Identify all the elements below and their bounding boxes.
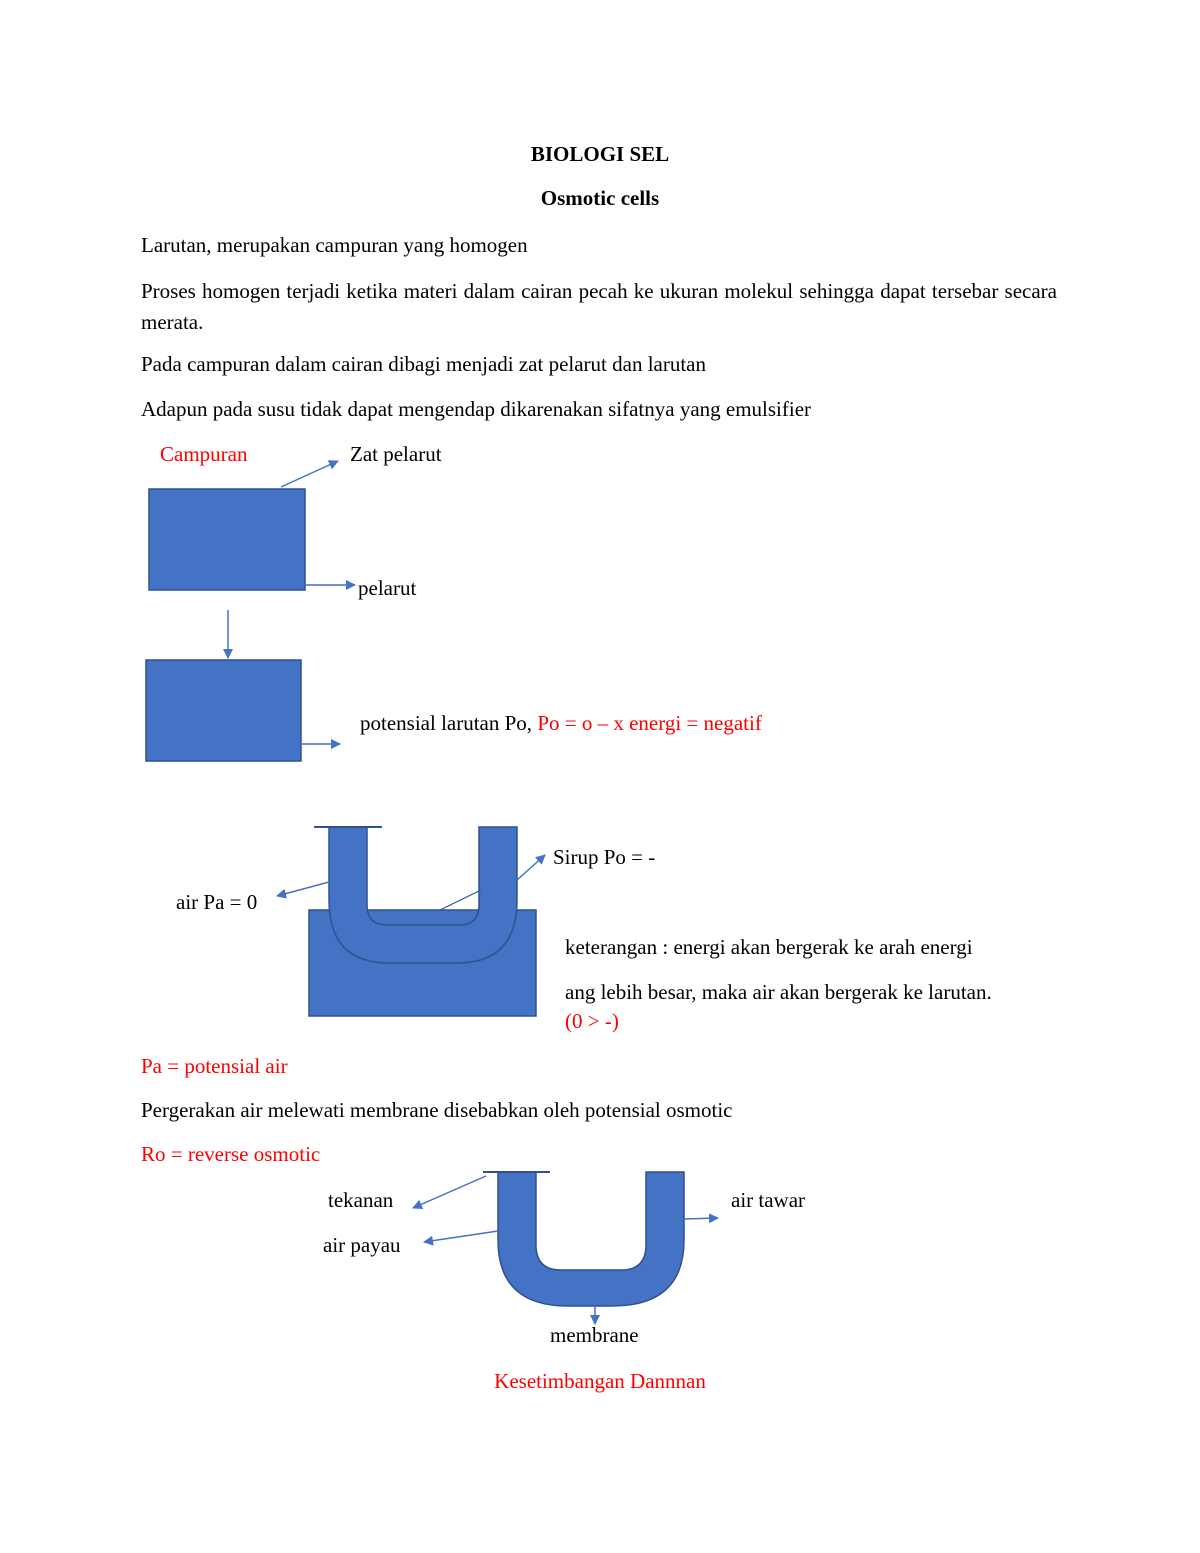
- mixture-box-bottom: [146, 660, 301, 761]
- label-air-tawar: air tawar: [731, 1188, 806, 1212]
- keterangan-line-3: (0 > -): [565, 1009, 619, 1033]
- arrow-to-air: [277, 882, 329, 896]
- potensial-text: potensial larutan Po,: [360, 711, 533, 735]
- keterangan-line-1: keterangan : energi akan bergerak ke arah energi: [565, 935, 973, 959]
- note-pa-definition: Pa = potensial air: [141, 1054, 288, 1078]
- arrow-to-sirup: [517, 855, 545, 880]
- label-sirup: Sirup Po = -: [553, 845, 656, 869]
- label-zat-pelarut: Zat pelarut: [350, 442, 442, 466]
- document-title: BIOLOGI SEL: [530, 142, 670, 166]
- document-subtitle: Osmotic cells: [540, 186, 660, 210]
- paragraph-2: Proses homogen terjadi ketika materi dalam cairan pecah ke ukuran molekul sehingga dapat tersebar secara merata.: [141, 279, 1057, 334]
- membrane-line: [440, 890, 481, 910]
- paragraph-3: Pada campuran dalam cairan dibagi menjadi zat pelarut dan larutan: [141, 352, 707, 376]
- arrow-to-zat-pelarut: [281, 461, 338, 487]
- paragraph-1: Larutan, merupakan campuran yang homogen: [141, 233, 528, 257]
- potensial-formula: Po = o – x energi = negatif: [537, 711, 762, 735]
- label-air-payau: air payau: [323, 1233, 401, 1257]
- label-air-pa: air Pa = 0: [176, 890, 258, 914]
- label-membrane: membrane: [550, 1323, 639, 1347]
- label-campuran: Campuran: [160, 442, 248, 466]
- label-potensial-larutan: [360, 708, 762, 738]
- diagram-solution-mixture: [146, 461, 355, 761]
- arrow-to-tekanan: [413, 1176, 486, 1208]
- label-tekanan: tekanan: [328, 1188, 394, 1212]
- diagram-reverse-osmosis: [413, 1172, 718, 1324]
- note-ro-definition: Ro = reverse osmotic: [141, 1142, 321, 1166]
- caption-kesetimbangan: Kesetimbangan Dannnan: [494, 1369, 706, 1393]
- arrow-to-air-tawar: [684, 1218, 718, 1219]
- label-pelarut: pelarut: [358, 576, 417, 600]
- keterangan-line-2: ang lebih besar, maka air akan bergerak ke larutan.: [565, 980, 992, 1004]
- u-tube: [329, 827, 517, 963]
- diagram-u-tube-osmosis: [277, 827, 545, 1016]
- mixture-box-top: [149, 489, 305, 590]
- paragraph-4: Adapun pada susu tidak dapat mengendap dikarenakan sifatnya yang emulsifier: [141, 397, 812, 421]
- note-pergerakan: Pergerakan air melewati membrane disebabkan oleh potensial osmotic: [141, 1098, 733, 1122]
- arrow-to-air-payau: [424, 1231, 498, 1242]
- ro-u-tube: [498, 1172, 684, 1306]
